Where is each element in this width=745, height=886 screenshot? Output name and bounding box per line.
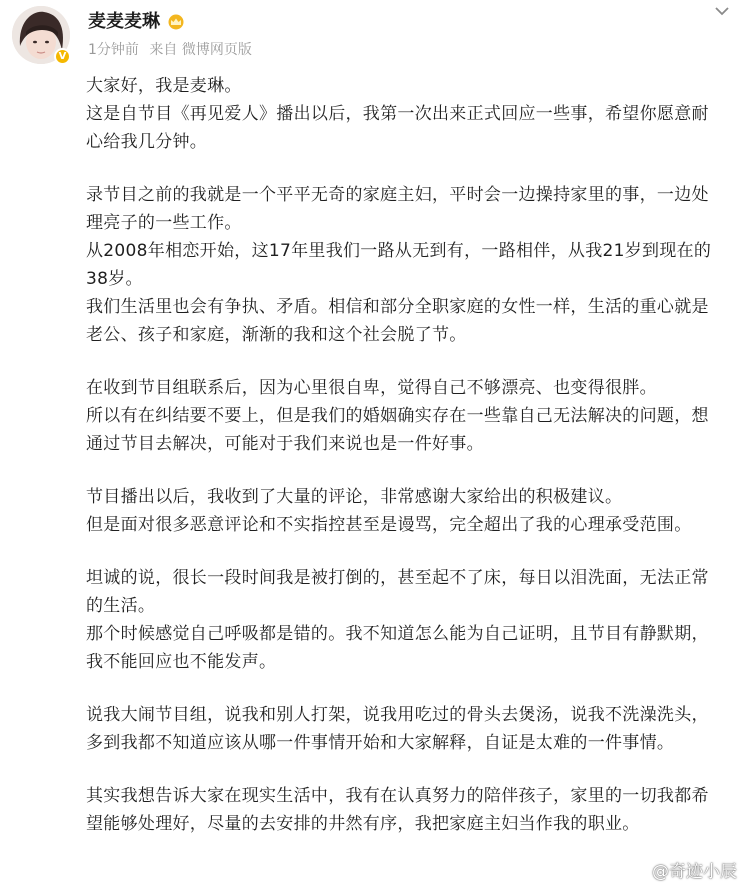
post-text-line: 但是面对很多恶意评论和不实指控甚至是谩骂，完全超出了我的心理承受范围。 [86, 515, 692, 535]
post-text-line: 从2008年相恋开始，这17年里我们一路从无到有，一路相伴，从我21岁到现在的 [86, 241, 712, 261]
post-text-line: 38岁。 [86, 269, 143, 289]
chevron-down-icon[interactable] [713, 2, 731, 20]
username[interactable] [88, 9, 186, 35]
post-text-line: 老公、孩子和家庭，渐渐的我和这个社会脱了节。 [86, 325, 467, 345]
weibo-logo-icon [628, 862, 648, 878]
post-time: 1分钟前 [88, 42, 139, 58]
post-text-line: 多到我都不知道应该从哪一件事情开始和大家解释，自证是太难的一件事情。 [86, 733, 675, 753]
post-text-line: 节目播出以后，我收到了大量的评论，非常感谢大家给出的积极建议。 [86, 487, 623, 507]
post-text-line: 所以有在纠结要不要上，但是我们的婚姻确实存在一些靠自己无法解决的问题，想 [86, 406, 709, 426]
post-paragraph [86, 701, 738, 757]
post-source[interactable]: 来自 微博网页版 [149, 42, 252, 58]
watermark-text: @奇迹小辰 [652, 862, 737, 882]
post-paragraph [86, 564, 738, 676]
post-text-line: 我们生活里也会有争执、矛盾。相信和部分全职家庭的女性一样，生活的重心就是 [86, 297, 709, 317]
post-paragraph [86, 72, 738, 156]
post-text-line: 的生活。 [86, 596, 156, 616]
post-paragraph [86, 782, 738, 838]
post-text-line: 这是自节目《再见爱人》播出以后，我第一次出来正式回应一些事，希望你愿意耐 [86, 104, 709, 124]
post-text-line: 那个时候感觉自己呼吸都是错的。我不知道怎么能为自己证明，且节目有静默期， [86, 624, 709, 644]
post-text-line: 大家好，我是麦琳。 [86, 76, 242, 96]
post-text-line: 我不能回应也不能发声。 [86, 652, 277, 672]
post-text-line: 通过节目去解决，可能对于我们来说也是一件好事。 [86, 434, 484, 454]
post-text-line: 说我大闹节目组，说我和别人打架，说我用吃过的骨头去煲汤，说我不洗澡洗头， [86, 705, 709, 725]
v-badge-icon: V [54, 48, 71, 65]
post-meta [88, 40, 258, 60]
post-text-line: 心给我几分钟。 [86, 132, 208, 152]
post-text-line: 录节目之前的我就是一个平平无奇的家庭主妇，平时会一边操持家里的事，一边处 [86, 185, 709, 205]
crown-icon [166, 14, 186, 30]
post-text-line: 理亮子的一些工作。 [86, 213, 242, 233]
post-text-line: 坦诚的说，很长一段时间我是被打倒的，甚至起不了床，每日以泪洗面，无法正常 [86, 568, 709, 588]
post-text-line: 望能够处理好，尽量的去安排的井然有序，我把家庭主妇当作我的职业。 [86, 814, 640, 834]
post-paragraph [86, 374, 738, 458]
post-paragraph [86, 483, 738, 539]
watermark [628, 857, 737, 882]
post-header [0, 0, 745, 78]
username-text[interactable]: 麦麦麦琳 [88, 11, 160, 32]
post-text-line: 在收到节目组联系后，因为心里很自卑，觉得自己不够漂亮、也变得很胖。 [86, 378, 657, 398]
post-body [86, 72, 738, 863]
post-text-line: 其实我想告诉大家在现实生活中，我有在认真努力的陪伴孩子，家里的一切我都希 [86, 786, 709, 806]
post-paragraph [86, 181, 738, 349]
